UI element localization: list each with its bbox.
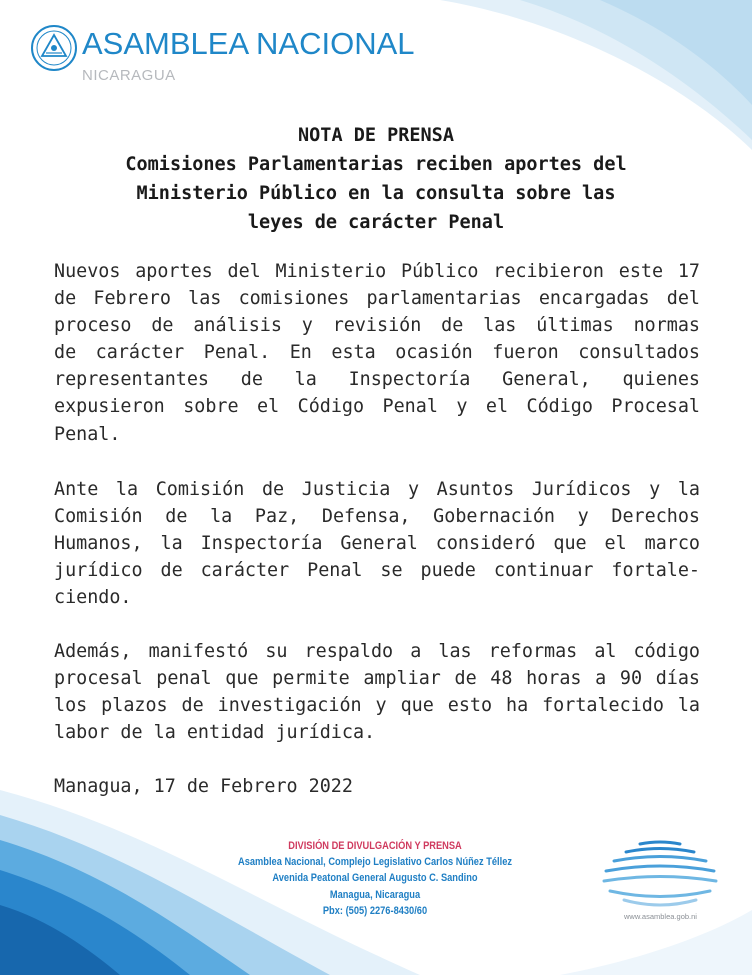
text-line: jurídico de carácter Penal se puede continuar fortale- — [54, 560, 700, 582]
paragraph-3 — [54, 638, 700, 746]
place-date-signature — [54, 773, 700, 800]
text-line: expusieron sobre el Código Penal y el Código Procesal — [54, 396, 700, 418]
website-url: www.asamblea.gob.ni — [624, 912, 697, 921]
text-line: Managua, 17 de Febrero 2022 — [54, 776, 353, 797]
paragraph-2 — [54, 476, 700, 611]
text-line: de carácter Penal. En esta ocasión fueron consultados — [54, 342, 700, 364]
footer-phone: Pbx: (505) 2276-8430/60 — [322, 904, 428, 917]
title-line: NOTA DE PRENSA — [298, 125, 454, 146]
text-line: Además, manifestó su respaldo a las reformas al código — [54, 641, 700, 662]
text-line: los plazos de investigación y que esto ha fortalecido la — [54, 695, 700, 717]
text-line: proceso de análisis y revisión de las últimas normas — [54, 315, 700, 337]
footer-address-line: Asamblea Nacional, Complejo Legislativo Carlos Núñez Téllez — [238, 856, 512, 869]
title-line: Ministerio Público en la consulta sobre las — [136, 183, 616, 204]
text-line: Nuevos aportes del Ministerio Público recibieron este 17 — [54, 261, 700, 282]
paragraph-1 — [54, 258, 700, 448]
title-line: leyes de carácter Penal — [247, 212, 505, 233]
text-line: Humanos, la Inspectoría General consideró que el marco — [54, 533, 700, 555]
footer-contact-block — [205, 838, 545, 919]
footer-division-title: DIVISIÓN DE DIVULGACIÓN Y PRENSA — [288, 840, 462, 852]
text-line: Penal. — [54, 423, 121, 445]
org-name: ASAMBLEA NACIONAL — [82, 26, 415, 61]
press-release-title — [60, 121, 692, 237]
assembly-chamber-logo-icon — [598, 836, 722, 914]
national-seal-icon — [30, 24, 78, 72]
footer-address-line: Managua, Nicaragua — [329, 888, 421, 901]
title-line: Comisiones Parlamentarias reciben aportes del — [125, 154, 627, 175]
org-country: NICARAGUA — [82, 67, 176, 84]
text-line: representantes de la Inspectoría General, quienes — [54, 369, 700, 391]
text-line: Comisión de la Paz, Defensa, Gobernación y Derechos — [54, 506, 700, 528]
text-line: Ante la Comisión de Justicia y Asuntos Jurídicos y la — [54, 479, 700, 500]
text-line: ciendo. — [54, 587, 132, 609]
footer-address-line: Avenida Peatonal General Augusto C. Sandino — [272, 872, 478, 885]
text-line: de Febrero las comisiones parlamentarias encargadas del — [54, 288, 700, 310]
text-line: labor de la entidad jurídica. — [54, 722, 376, 744]
text-line: procesal penal que permite ampliar de 48 horas a 90 días — [54, 668, 700, 690]
